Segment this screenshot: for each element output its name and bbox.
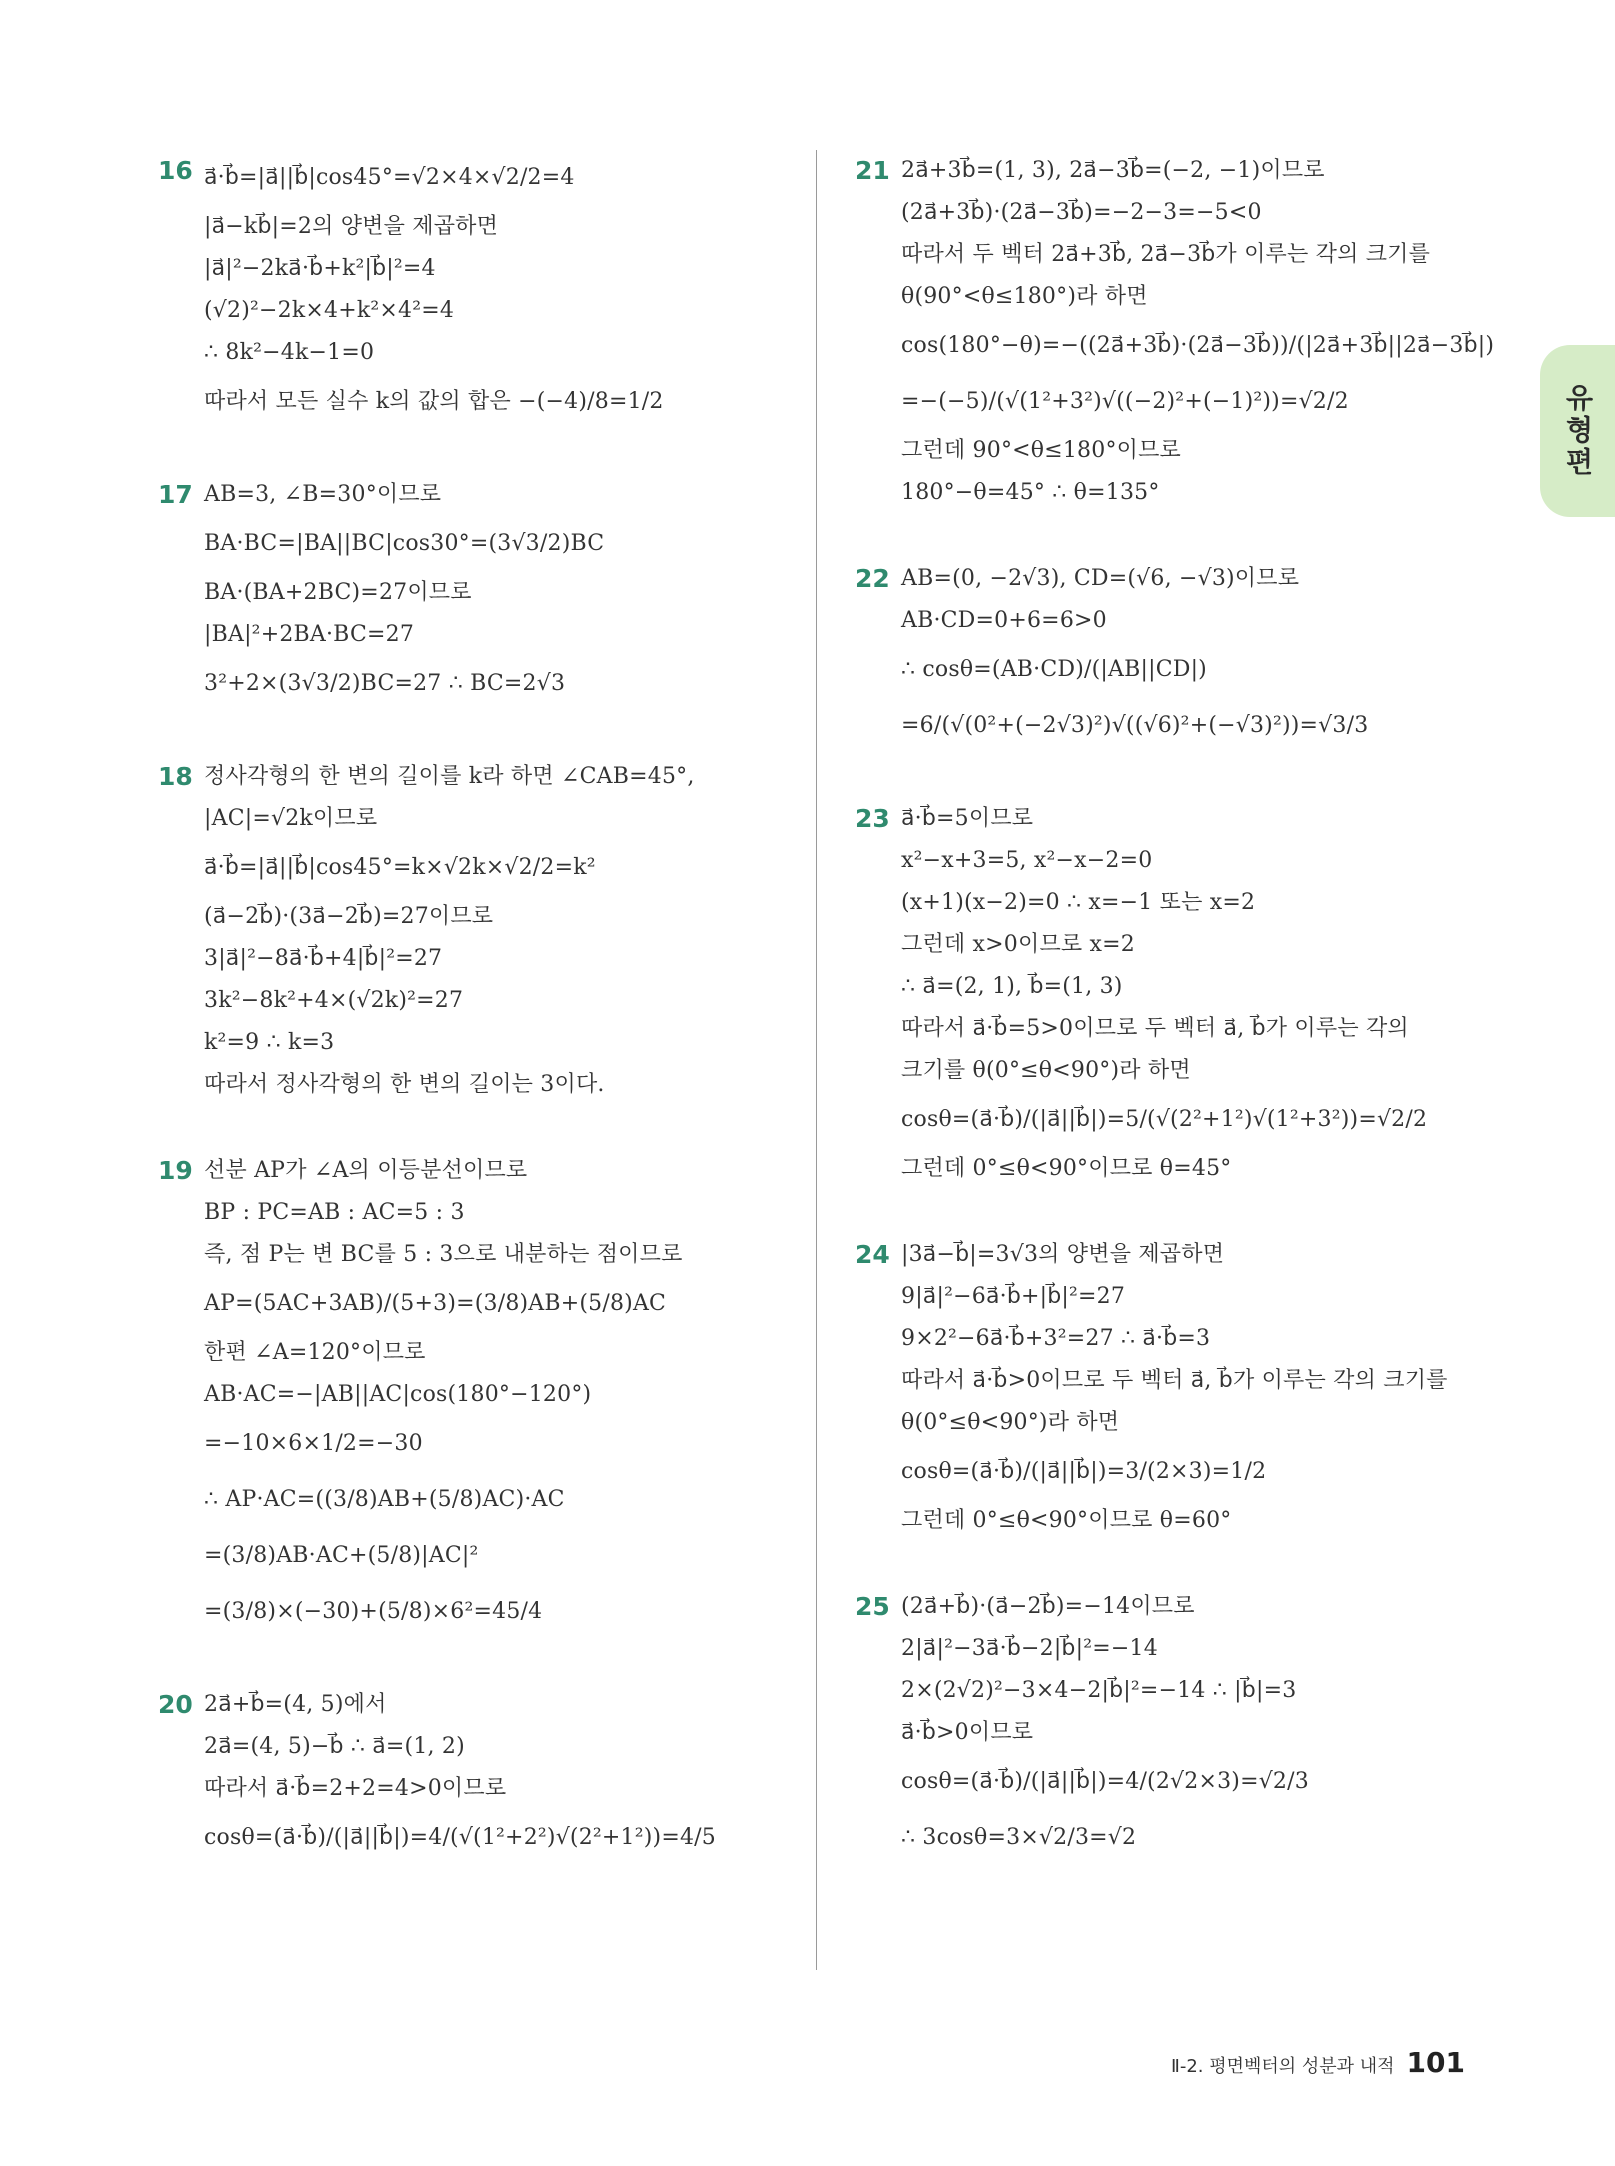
solution-line: 3k²−8k²+4×(√2k)²=27 — [204, 988, 464, 1013]
solution-line: |a⃗|²−2ka⃗·b⃗+k²|b⃗|²=4 — [204, 256, 436, 281]
solution-lines — [901, 1586, 1495, 1866]
solution-line: |AC|=√2k이므로 — [204, 806, 378, 831]
solution-line: 3|a⃗|²−8a⃗·b⃗+4|b⃗|²=27 — [204, 946, 443, 971]
solution-line: ∴ a⃗=(2, 1), b⃗=(1, 3) — [901, 974, 1123, 999]
solution-line: AB·CD=0+6=6>0 — [901, 608, 1107, 633]
solution-line: 2a⃗+3b⃗=(1, 3), 2a⃗−3b⃗=(−2, −1)이므로 — [901, 158, 1325, 183]
solution-line: 크기를 θ(0°≤θ<90°)라 하면 — [901, 1058, 1191, 1083]
right-column — [855, 150, 1495, 1910]
solution-line: BA·BC=|BA||BC|cos30°=(3√3/2)BC — [204, 531, 605, 556]
solution-line: 따라서 모든 실수 k의 값의 합은 −(−4)/8=1/2 — [204, 389, 664, 414]
column-divider — [816, 150, 817, 1970]
problem-number: 17 — [158, 480, 193, 509]
solution-line: AB=(0, −2√3), CD=(√6, −√3)이므로 — [901, 566, 1300, 591]
problem-number: 16 — [158, 156, 193, 185]
solution-line: cosθ=(a⃗·b⃗)/(|a⃗||b⃗|)=4/(√(1²+2²)√(2²+1²))=4/5 — [204, 1825, 716, 1850]
solution-line: |3a⃗−b⃗|=3√3의 양변을 제곱하면 — [901, 1242, 1225, 1267]
solution-lines — [204, 150, 808, 430]
solution-line: a⃗·b⃗>0이므로 — [901, 1720, 1034, 1745]
solution-line: a⃗·b⃗=5이므로 — [901, 806, 1034, 831]
solution-line: (x+1)(x−2)=0 ∴ x=−1 또는 x=2 — [901, 890, 1256, 915]
problem-number: 19 — [158, 1156, 193, 1185]
solution-line: =−(−5)/(√(1²+3²)√((−2)²+(−1)²))=√2/2 — [901, 389, 1349, 414]
solution-lines — [901, 1234, 1495, 1542]
problem-16 — [158, 150, 808, 430]
solution-line: cosθ=(a⃗·b⃗)/(|a⃗||b⃗|)=5/(√(2²+1²)√(1²+3²))=√2/2 — [901, 1107, 1428, 1132]
solution-line: |BA|²+2BA·BC=27 — [204, 622, 415, 647]
solution-line: 그런데 0°≤θ<90°이므로 θ=60° — [901, 1508, 1232, 1533]
solution-line: 따라서 a⃗·b⃗=5>0이므로 두 벡터 a⃗, b⃗가 이루는 각의 — [901, 1016, 1409, 1041]
solution-line: (a⃗−2b⃗)·(3a⃗−2b⃗)=27이므로 — [204, 904, 494, 929]
solution-lines — [204, 474, 808, 712]
solution-lines — [204, 756, 808, 1106]
solution-line: (2a⃗+b⃗)·(a⃗−2b⃗)=−14이므로 — [901, 1594, 1195, 1619]
problem-number: 18 — [158, 762, 193, 791]
solution-line: ∴ 3cosθ=3×√2/3=√2 — [901, 1825, 1137, 1850]
solution-line: 정사각형의 한 변의 길이를 k라 하면 ∠CAB=45°, — [204, 764, 695, 789]
solution-line: 그런데 0°≤θ<90°이므로 θ=45° — [901, 1156, 1232, 1181]
solution-line: 2|a⃗|²−3a⃗·b⃗−2|b⃗|²=−14 — [901, 1636, 1158, 1661]
solution-line: =(3/8)×(−30)+(5/8)×6²=45/4 — [204, 1599, 543, 1624]
solution-line: 한편 ∠A=120°이므로 — [204, 1340, 426, 1365]
solution-line: AP=(5AC+3AB)/(5+3)=(3/8)AB+(5/8)AC — [204, 1291, 667, 1316]
solution-line: 180°−θ=45° ∴ θ=135° — [901, 480, 1160, 505]
problem-24 — [855, 1234, 1495, 1542]
solution-line: (√2)²−2k×4+k²×4²=4 — [204, 298, 455, 323]
solution-line: AB=3, ∠B=30°이므로 — [204, 482, 442, 507]
solution-line: 2a⃗=(4, 5)−b⃗ ∴ a⃗=(1, 2) — [204, 1734, 465, 1759]
problem-25 — [855, 1586, 1495, 1866]
solution-line: BP : PC=AB : AC=5 : 3 — [204, 1200, 465, 1225]
problem-number: 21 — [855, 156, 890, 185]
solution-line: θ(0°≤θ<90°)라 하면 — [901, 1410, 1120, 1435]
solution-line: =6/(√(0²+(−2√3)²)√((√6)²+(−√3)²))=√3/3 — [901, 713, 1369, 738]
problem-number: 23 — [855, 804, 890, 833]
solution-line: 3²+2×(3√3/2)BC=27 ∴ BC=2√3 — [204, 671, 566, 696]
chapter-title: Ⅱ-2. 평면벡터의 성분과 내적 — [1170, 2056, 1395, 2077]
solution-line: 2a⃗+b⃗=(4, 5)에서 — [204, 1692, 387, 1717]
solution-line: AB·AC=−|AB||AC|cos(180°−120°) — [204, 1382, 592, 1407]
problem-number: 24 — [855, 1240, 890, 1269]
solution-line: x²−x+3=5, x²−x−2=0 — [901, 848, 1153, 873]
solution-line: ∴ cosθ=(AB·CD)/(|AB||CD|) — [901, 657, 1207, 682]
solution-line: k²=9 ∴ k=3 — [204, 1030, 335, 1055]
solution-line: cosθ=(a⃗·b⃗)/(|a⃗||b⃗|)=3/(2×3)=1/2 — [901, 1459, 1267, 1484]
solution-line: |a⃗−kb⃗|=2의 양변을 제곱하면 — [204, 214, 499, 239]
solution-line: 따라서 두 벡터 2a⃗+3b⃗, 2a⃗−3b⃗가 이루는 각의 크기를 — [901, 242, 1431, 267]
left-column — [158, 150, 808, 1910]
solution-lines — [901, 150, 1495, 514]
solution-line: 즉, 점 P는 변 BC를 5 : 3으로 내분하는 점이므로 — [204, 1242, 683, 1267]
problem-23 — [855, 798, 1495, 1190]
solution-line: (2a⃗+3b⃗)·(2a⃗−3b⃗)=−2−3=−5<0 — [901, 200, 1262, 225]
solution-lines — [204, 1684, 808, 1866]
solution-line: 그런데 x>0이므로 x=2 — [901, 932, 1135, 957]
solution-lines — [901, 798, 1495, 1190]
solution-line: ∴ AP·AC=((3/8)AB+(5/8)AC)·AC — [204, 1487, 565, 1512]
solution-line: 따라서 a⃗·b⃗>0이므로 두 벡터 a⃗, b⃗가 이루는 각의 크기를 — [901, 1368, 1448, 1393]
solution-line: 따라서 a⃗·b⃗=2+2=4>0이므로 — [204, 1776, 507, 1801]
solution-line: BA·(BA+2BC)=27이므로 — [204, 580, 472, 605]
problem-22 — [855, 558, 1495, 754]
solution-line: 2×(2√2)²−3×4−2|b⃗|²=−14 ∴ |b⃗|=3 — [901, 1678, 1297, 1703]
problem-18 — [158, 756, 808, 1106]
solution-lines — [204, 1150, 808, 1640]
solution-line: 9×2²−6a⃗·b⃗+3²=27 ∴ a⃗·b⃗=3 — [901, 1326, 1211, 1351]
problem-number: 25 — [855, 1592, 890, 1621]
solution-line: 따라서 정사각형의 한 변의 길이는 3이다. — [204, 1072, 605, 1097]
solution-line: =−10×6×1/2=−30 — [204, 1431, 423, 1456]
problem-21 — [855, 150, 1495, 514]
solution-line: ∴ 8k²−4k−1=0 — [204, 340, 375, 365]
section-tab — [1540, 345, 1615, 517]
solution-line: θ(90°<θ≤180°)라 하면 — [901, 284, 1148, 309]
solution-line: cos(180°−θ)=−((2a⃗+3b⃗)·(2a⃗−3b⃗))/(|2a⃗+3b⃗||2a⃗−3b⃗|) — [901, 333, 1495, 358]
solution-line: 그런데 90°<θ≤180°이므로 — [901, 438, 1182, 463]
page-footer — [1171, 2046, 1465, 2079]
solution-line: 9|a⃗|²−6a⃗·b⃗+|b⃗|²=27 — [901, 1284, 1126, 1309]
problem-17 — [158, 474, 808, 712]
solution-line: 선분 AP가 ∠A의 이등분선이므로 — [204, 1158, 528, 1183]
problem-19 — [158, 1150, 808, 1640]
solution-line: a⃗·b⃗=|a⃗||b⃗|cos45°=k×√2k×√2/2=k² — [204, 855, 596, 880]
solution-line: cosθ=(a⃗·b⃗)/(|a⃗||b⃗|)=4/(2√2×3)=√2/3 — [901, 1769, 1309, 1794]
page-number: 101 — [1406, 2046, 1465, 2079]
section-tab-label: 유형편 — [1561, 383, 1595, 479]
problem-20 — [158, 1684, 808, 1866]
solution-lines — [901, 558, 1495, 754]
solution-line: a⃗·b⃗=|a⃗||b⃗|cos45°=√2×4×√2/2=4 — [204, 165, 575, 190]
solution-line: =(3/8)AB·AC+(5/8)|AC|² — [204, 1543, 479, 1568]
problem-number: 22 — [855, 564, 890, 593]
problem-number: 20 — [158, 1690, 193, 1719]
